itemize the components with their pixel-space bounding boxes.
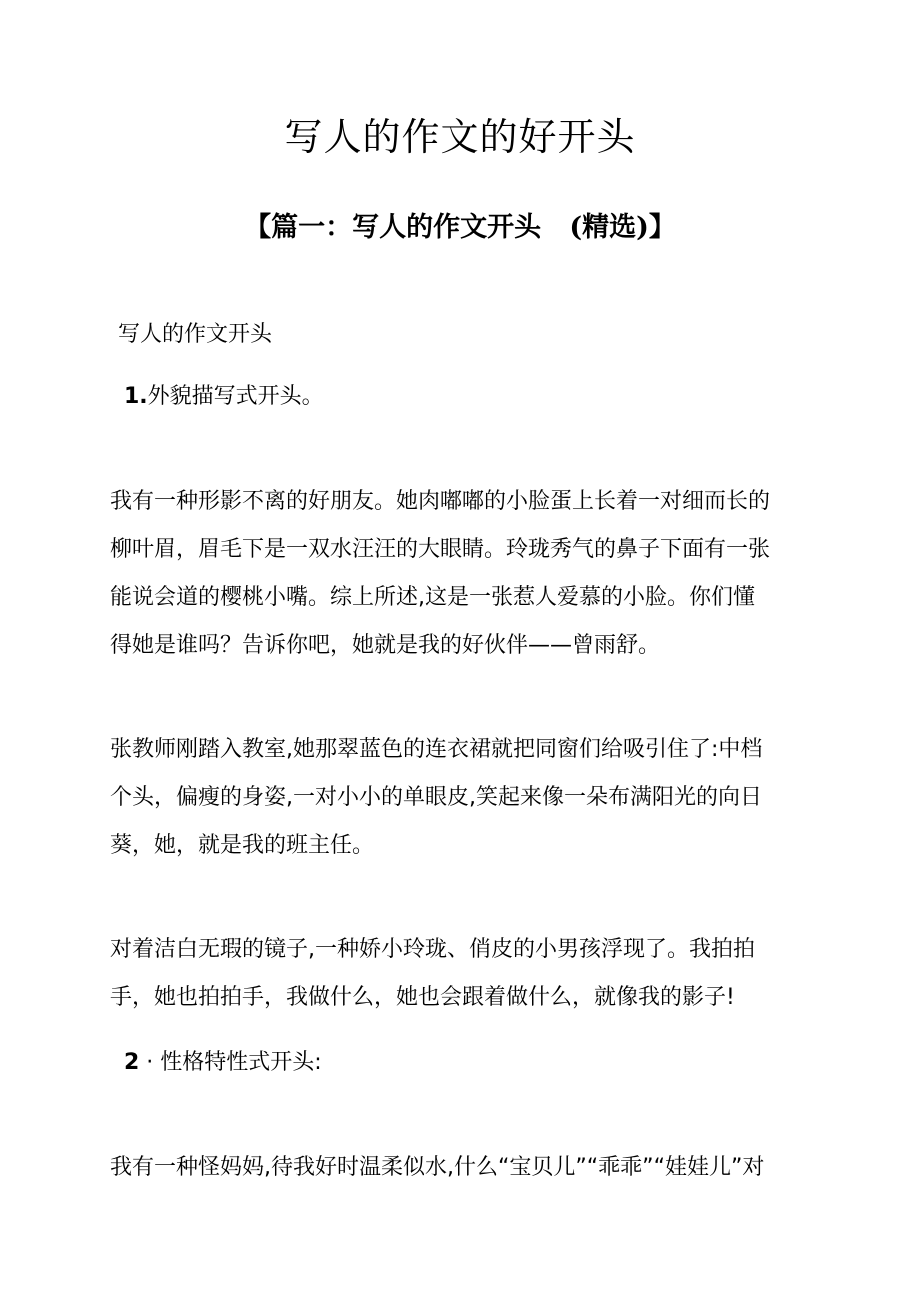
list-item-number: 1. [124, 384, 148, 409]
paragraph-line: 柳叶眉，眉毛下是一双水汪汪的大眼睛。玲珑秀气的鼻子下面有一张 [110, 537, 771, 562]
paragraph-1 [110, 478, 810, 670]
paragraph-line: 手，她也拍拍手，我做什么，她也会跟着做什么，就像我的影子! [110, 985, 735, 1010]
paragraph-line: 个头，偏瘦的身姿,一对小小的单眼皮,笑起来像一朵布满阳光的向日 [110, 785, 762, 810]
paragraph-line: 张教师刚踏入教室,她那翠蓝色的连衣裙就把同窗们给吸引住了:中档 [110, 737, 763, 762]
list-item-2 [124, 1046, 322, 1080]
section-heading: 写人的作文开头 [118, 322, 273, 347]
paragraph-line: 得她是谁吗？告诉你吧，她就是我的好伙伴——曾雨舒。 [110, 633, 661, 658]
list-item-1 [124, 380, 324, 414]
list-item-number: 2 [124, 1050, 140, 1075]
list-item-text: · 性格特性式开头: [139, 1050, 322, 1075]
paragraph-4 [110, 1144, 810, 1192]
paragraph-2 [110, 726, 810, 870]
paragraph-3 [110, 926, 810, 1022]
paragraph-line: 葵，她，就是我的班主任。 [110, 833, 375, 858]
document-subtitle: 【篇一：写人的作文开头 (精选)】 [244, 212, 676, 243]
paragraph-line: 能说会道的樱桃小嘴。综上所述,这是一张惹人爱慕的小脸。你们懂 [110, 585, 755, 610]
document-title: 写人的作文的好开头 [284, 115, 636, 159]
paragraph-line: 对着洁白无瑕的镜子,一种娇小玲珑、俏皮的小男孩浮现了。我拍拍 [110, 937, 755, 962]
paragraph-line: 我有一种怪妈妈,待我好时温柔似水,什么“宝贝儿”“乖乖”“娃娃儿”对 [110, 1155, 765, 1180]
paragraph-line: 我有一种形影不离的好朋友。她肉嘟嘟的小脸蛋上长着一对细而长的 [110, 489, 771, 514]
list-item-text: 外貌描写式开头。 [147, 384, 324, 409]
